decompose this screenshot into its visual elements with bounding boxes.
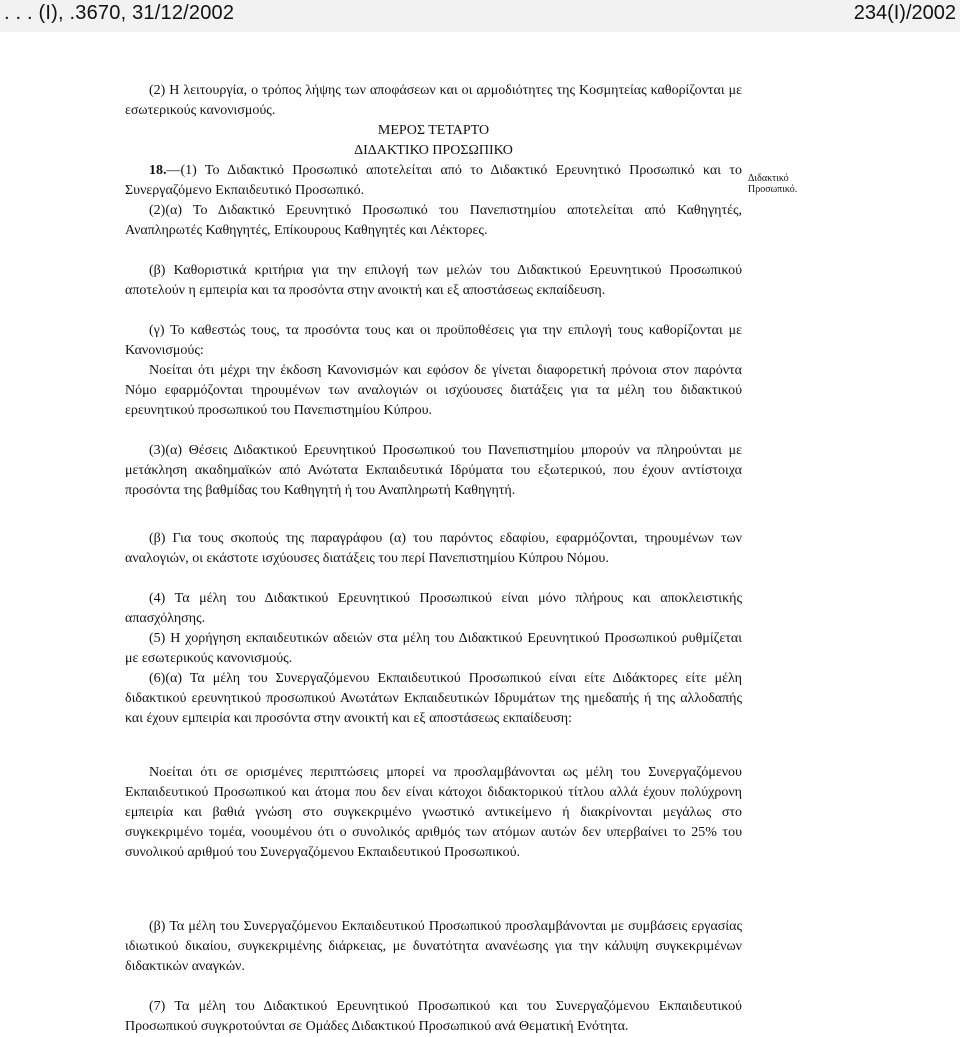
paragraph-2: (2) Η λειτουργία, ο τρόπος λήψης των αποφάσεων και οι αρμοδιότητες της Κοσμητείας καθορίζονται με εσωτερικούς κανονισμούς.	[125, 83, 742, 118]
section-18-3b: (β) Για τους σκοπούς της παραγράφου (α) του παρόντος εδαφίου, εφαρμόζονται, τηρουμένων των αναλογιών, οι εκάστοτε ισχύουσες διατάξεις του περί Πανεπιστημίου Κύπρου Νόμου.	[125, 531, 742, 566]
document-body	[125, 81, 742, 1037]
section-18-4: (4) Τα μέλη του Διδακτικού Ερευνητικού Προσωπικού είναι μόνο πλήρους και αποκλειστικής απασχόλησης.	[125, 591, 742, 626]
section-18-1-text: —(1) Το Διδακτικό Προσωπικό αποτελείται από το Διδακτικό Ερευνητικό Προσωπικό και το Συνεργαζόμενο Εκπαιδευτικό Προσωπικό.	[125, 163, 742, 198]
part-heading: ΜΕΡΟΣ ΤΕΤΑΡΤΟ	[377, 123, 490, 138]
section-18-2c: (γ) Το καθεστώς τους, τα προσόντα τους και οι προϋποθέσεις για την επιλογή τους καθορίζονται με Κανονισμούς:	[125, 323, 742, 358]
section-18-2a: (2)(α) Το Διδακτικό Ερευνητικό Προσωπικό του Πανεπιστημίου αποτελείται από Καθηγητές, Αναπληρωτές Καθηγητές, Επίκουρους Καθηγητές και Λέκτορες.	[125, 203, 742, 238]
part-subheading: ΔΙΔΑΚΤΙΚΟ ΠΡΟΣΩΠΙΚΟ	[354, 143, 513, 158]
section-18-6a-proviso: Νοείται ότι σε ορισμένες περιπτώσεις μπορεί να προσλαμβάνονται ως μέλη του Συνεργαζόμενου Εκπαιδευτικού Προσωπικού και άτομα που δεν είναι κάτοχοι διδακτορικού τίτλου αλλά έχουν πολύχρονη εμπειρία και βαθιά γνώση στο συγκεκριμένο γνωστικό αντικείμενο ή διακρίνονται μεγάλως στο συγκεκριμένο τομέα, νοουμένου ότι ο συνολικός αριθμός των ατόμων αυτών δεν υπερβαίνει το 25% του συνολικού αριθμού του Συνεργαζόμενου Εκπαιδευτικού Προσωπικού.	[125, 765, 742, 860]
section-18-subsection-1	[125, 161, 742, 201]
section-number: 18.	[149, 163, 167, 178]
section-18-5: (5) Η χορήγηση εκπαιδευτικών αδειών στα μέλη του Διδακτικού Ερευνητικού Προσωπικού ρυθμίζεται με εσωτερικούς κανονισμούς.	[125, 631, 742, 666]
section-18-2c-proviso: Νοείται ότι μέχρι την έκδοση Κανονισμών και εφόσον δε γίνεται διαφορετική πρόνοια στον παρόντα Νόμο εφαρμόζονται τηρουμένων των αναλογιών οι ισχύουσες διατάξεις για τα μέλη του διδακτικού ερευνητικού προσωπικού του Πανεπιστημίου Κύπρου.	[125, 363, 742, 418]
page-header	[0, 0, 960, 32]
section-18-6a: (6)(α) Τα μέλη του Συνεργαζόμενου Εκπαιδευτικού Προσωπικού είναι είτε Διδάκτορες είτε μέλη διδακτικού ερευνητικού προσωπικού Ανωτάτων Εκπαιδευτικών Ιδρυμάτων της ημεδαπής ή της αλλοδαπής και έχουν εμπειρία και προσόντα στην ανοικτή και εξ αποστάσεως εκπαίδευση:	[125, 671, 742, 726]
section-18-3a: (3)(α) Θέσεις Διδακτικού Ερευνητικού Προσωπικού του Πανεπιστημίου μπορούν να πληρούνται με μετάκληση ακαδημαϊκών από Ανώτατα Εκπαιδευτικά Ιδρύματα του εξωτερικού, που έχουν αντίστοιχα προσόντα της βαθμίδας του Καθηγητή ή του Αναπληρωτή Καθηγητή.	[125, 443, 742, 498]
header-citation: . . . (Ι), .3670, 31/12/2002	[4, 2, 235, 24]
header-law-number: 234(Ι)/2002	[853, 2, 956, 24]
section-18-6b: (β) Τα μέλη του Συνεργαζόμενου Εκπαιδευτικού Προσωπικού προσλαμβάνονται με συμβάσεις εργασίας ιδιωτικού δικαίου, συγκεκριμένης διάρκειας, με δυνατότητα ανανέωσης για την κάλυψη συγκεκριμένων διδακτικών αναγκών.	[125, 919, 742, 974]
marginal-note: Διδακτικό Προσωπικό.	[748, 173, 798, 195]
section-18-2b: (β) Καθοριστικά κριτήρια για την επιλογή των μελών του Διδακτικού Ερευνητικού Προσωπικού αποτελούν η εμπειρία και τα προσόντα στην ανοικτή και εξ αποστάσεως εκπαίδευση.	[125, 263, 742, 298]
section-18-7: (7) Τα μέλη του Διδακτικού Ερευνητικού Προσωπικού και του Συνεργαζόμενου Εκπαιδευτικού Προσωπικού συγκροτούνται σε Ομάδες Διδακτικού Προσωπικού ανά Θεματική Ενότητα.	[125, 999, 742, 1034]
